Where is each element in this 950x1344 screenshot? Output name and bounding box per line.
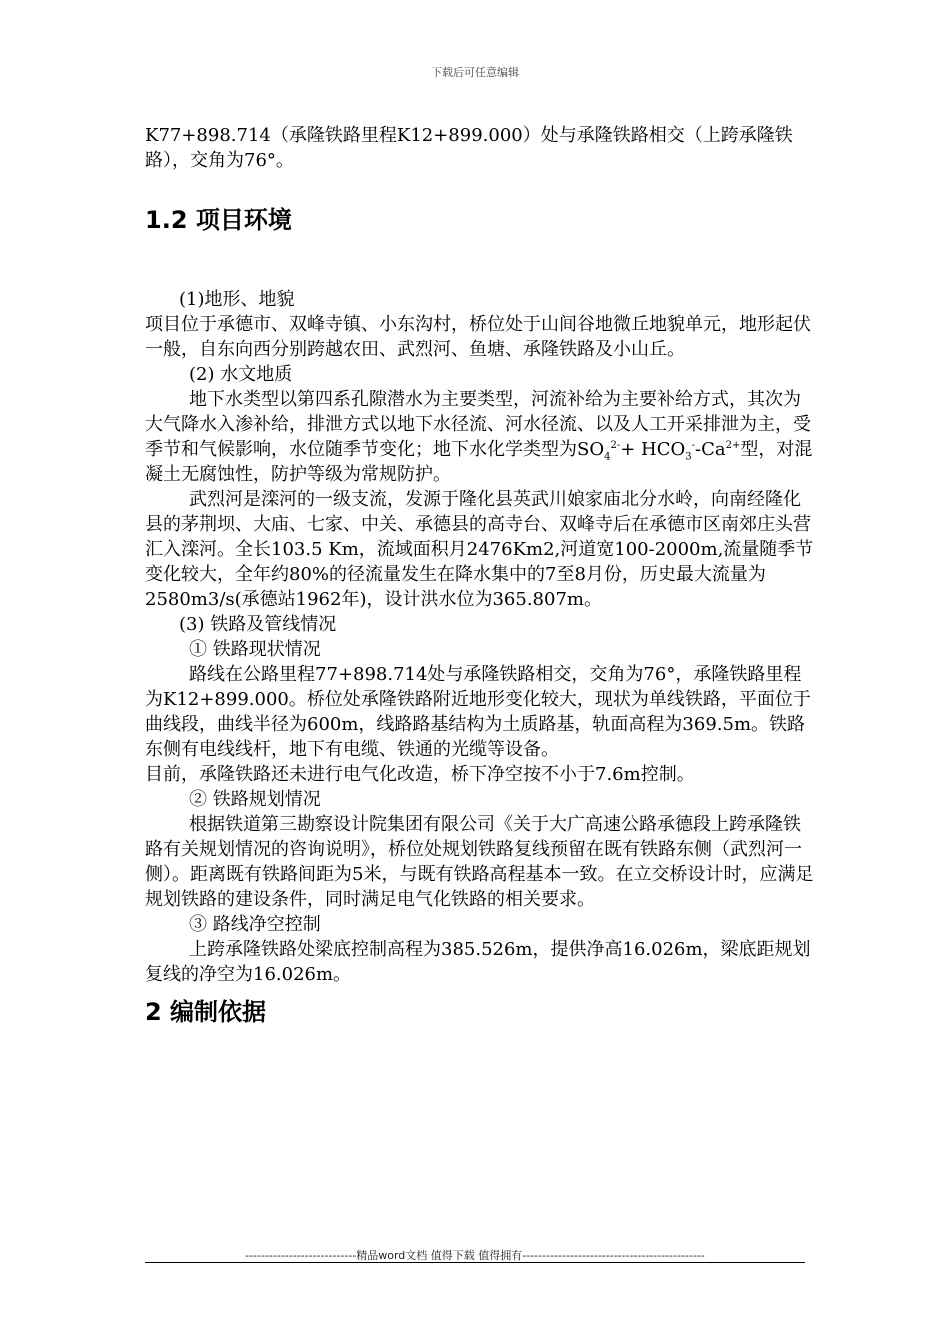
footer-rule — [145, 1262, 805, 1263]
clearance-heading: ③ 路线净空控制 — [189, 914, 321, 935]
river-paragraph: 武烈河是滦河的一级支流，发源于隆化县英武川娘家庙北分水岭，向南经隆化县的茅荆坝、大庙、七家、中关、承德县的高寺台、双峰寺后在承德市区南郊庄头营汇入滦河。全长103.5 Km，流域面积月2476Km2,河道宽100-2000m,流量随季节变化较大，全年约80%的径流量发生在降水集中的7至8月份，历史最大流量为2580m3/s(承德站1962年)，设计洪水位为365.807m。 — [145, 489, 814, 610]
hydro-paragraph: 地下水类型以第四系孔隙潜水为主要类型，河流补给为主要补给方式，其次为大气降水入渗补给，排泄方式以地下水径流、河水径流、以及人工开采排泄为主，受季节和气候影响，水位随季节变化；地下水化学类型为$SO_4^{2-}+ HCO_3^--Ca^{2+}$型，对混凝土无腐蚀性，防护等级为常规防护。 — [145, 389, 813, 485]
section-2-title: 2 编制依据 — [145, 998, 267, 1026]
document-body — [145, 123, 815, 1027]
railway-plan-paragraph: 根据铁道第三勘察设计院集团有限公司《关于大广高速公路承德段上跨承隆铁路有关规划情况的咨询说明》，桥位处规划铁路复线预留在既有铁路东侧（武烈河一侧）。距离既有铁路间距为5米，与既有铁路高程基本一致。在立交桥设计时，应满足规划铁路的建设条件，同时满足电气化铁路的相关要求。 — [145, 814, 814, 910]
section-1-2-title: 1.2 项目环境 — [145, 206, 292, 234]
page-footer: ----------------------------精品word文档 值得下载 值得拥有---------------------------------------------- — [245, 1249, 705, 1262]
railway-heading: (3) 铁路及管线情况 — [179, 614, 337, 635]
terrain-paragraph: 项目位于承德市、双峰寺镇、小东沟村，桥位处于山间谷地微丘地貌单元，地形起伏一般，自东向西分别跨越农田、武烈河、鱼塘、承隆铁路及小山丘。 — [145, 314, 811, 360]
clearance-paragraph: 上跨承隆铁路处梁底控制高程为385.526m，提供净高16.026m，梁底距规划复线的净空为16.026m。 — [145, 939, 811, 985]
page-header: 下载后可任意编辑 — [431, 66, 519, 79]
railway-status-paragraph: 路线在公路里程77+898.714处与承隆铁路相交，交角为76°，承隆铁路里程为K12+899.000。桥位处承隆铁路附近地形变化较大，现状为单线铁路，平面位于曲线段，曲线半径为600m，线路路基结构为土质路基，轨面高程为369.5m。铁路东侧有电线线杆，地下有电缆、铁通的光缆等设备。 — [145, 664, 811, 760]
terrain-heading: (1)地形、地貌 — [179, 289, 295, 310]
railway-plan-heading: ② 铁路规划情况 — [189, 789, 321, 810]
railway-status-note: 目前，承隆铁路还未进行电气化改造，桥下净空按不小于7.6m控制。 — [145, 764, 695, 785]
hydro-heading: (2) 水文地质 — [189, 364, 293, 385]
railway-status-heading: ① 铁路现状情况 — [189, 639, 321, 660]
intro-paragraph: K77+898.714（承隆铁路里程K12+899.000）处与承隆铁路相交（上跨承隆铁路），交角为76°。 — [145, 125, 793, 171]
